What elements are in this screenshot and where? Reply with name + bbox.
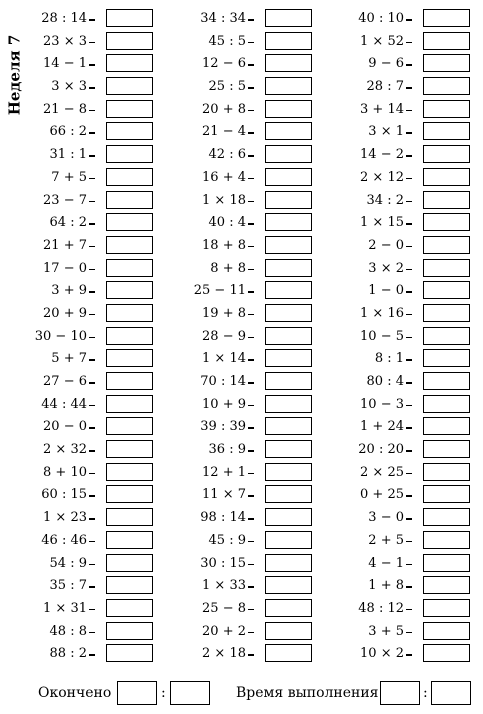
problem-row — [0, 417, 480, 440]
problem-expression: 70 : 14 — [200, 374, 246, 389]
answer-box[interactable] — [423, 54, 470, 72]
problem-row — [0, 9, 480, 32]
problem-row — [0, 531, 480, 554]
answer-box[interactable] — [423, 417, 470, 435]
finished-label: Окончено — [38, 685, 112, 701]
problem-expression: 7 + 5 — [51, 169, 87, 185]
problem-row — [0, 485, 480, 508]
problem-row — [0, 54, 480, 77]
problem-expression: 10 × 2 — [360, 646, 404, 662]
problem-expression: 8 + 10 — [43, 464, 87, 480]
problem-expression: 2 − 0 — [368, 237, 404, 253]
equals-dash — [406, 427, 412, 429]
problem-expression: 3 + 9 — [51, 283, 87, 299]
answer-box[interactable] — [423, 100, 470, 118]
problem-expression: 1 × 15 — [360, 215, 404, 231]
problem-row — [0, 644, 480, 667]
problem-expression: 25 − 11 — [193, 283, 246, 299]
problem-expression: 1 + 24 — [360, 419, 404, 435]
time-label: Время выполнения — [236, 685, 379, 701]
equals-dash — [406, 201, 412, 203]
problem-expression: 20 + 9 — [43, 305, 87, 321]
equals-dash — [406, 110, 412, 112]
equals-dash — [406, 450, 412, 452]
equals-dash — [406, 518, 412, 520]
problem-expression: 3 − 0 — [368, 510, 404, 526]
time-minutes-box[interactable] — [431, 681, 471, 705]
problem-expression: 10 − 3 — [360, 396, 404, 412]
problem-expression: 10 − 5 — [360, 328, 404, 344]
answer-box[interactable] — [423, 372, 470, 390]
problem-expression: 1 × 14 — [202, 351, 246, 367]
equals-dash — [406, 359, 412, 361]
problem-expression: 44 : 44 — [41, 396, 87, 412]
problem-expression: 40 : 4 — [208, 215, 246, 231]
problem-row — [0, 622, 480, 645]
problem-expression: 35 : 7 — [49, 578, 87, 594]
equals-dash — [406, 405, 412, 407]
answer-box[interactable] — [423, 122, 470, 140]
problem-expression: 45 : 5 — [208, 33, 246, 49]
problem-expression: 2 × 12 — [360, 169, 404, 185]
equals-dash — [406, 564, 412, 566]
problem-row — [0, 576, 480, 599]
answer-box[interactable] — [423, 395, 470, 413]
problem-expression: 42 : 6 — [208, 147, 246, 163]
problem-expression: 3 + 5 — [368, 623, 404, 639]
equals-dash — [406, 291, 412, 293]
problem-expression: 23 × 3 — [43, 33, 87, 49]
problem-expression: 12 − 6 — [202, 56, 246, 72]
answer-box[interactable] — [423, 145, 470, 163]
equals-dash — [406, 337, 412, 339]
problem-expression: 36 : 9 — [208, 442, 246, 458]
problem-row — [0, 327, 480, 350]
equals-dash — [406, 473, 412, 475]
answer-box[interactable] — [423, 327, 470, 345]
equals-dash — [406, 155, 412, 157]
answer-box[interactable] — [423, 440, 470, 458]
problem-expression: 48 : 8 — [49, 623, 87, 639]
problem-expression: 1 + 8 — [368, 578, 404, 594]
problem-expression: 1 × 33 — [202, 578, 246, 594]
problem-expression: 48 : 12 — [358, 600, 404, 616]
problem-expression: 80 : 4 — [366, 374, 404, 389]
problem-expression: 1 × 31 — [43, 600, 87, 616]
problem-expression: 14 − 1 — [43, 56, 87, 72]
answer-box[interactable] — [423, 554, 470, 572]
equals-dash — [406, 495, 412, 497]
answer-box[interactable] — [423, 9, 470, 27]
problem-row — [0, 304, 480, 327]
time-hours-box[interactable] — [380, 681, 420, 705]
problem-row — [0, 395, 480, 418]
answer-box[interactable] — [423, 304, 470, 322]
problem-row — [0, 281, 480, 304]
equals-dash — [406, 314, 412, 316]
answer-box[interactable] — [423, 463, 470, 481]
problem-expression: 20 + 8 — [202, 101, 246, 117]
problem-column-3 — [0, 9, 480, 667]
problem-expression: 98 : 14 — [200, 510, 246, 526]
equals-dash — [406, 64, 412, 66]
problem-expression: 34 : 34 — [200, 11, 246, 26]
problem-expression: 19 + 8 — [202, 305, 246, 321]
answer-box[interactable] — [423, 77, 470, 95]
problem-expression: 2 × 18 — [202, 646, 246, 662]
problem-expression: 30 − 10 — [34, 328, 87, 344]
problem-expression: 34 : 2 — [366, 192, 404, 208]
problem-expression: 25 − 8 — [202, 600, 246, 616]
answer-box[interactable] — [423, 281, 470, 299]
answer-box[interactable] — [423, 32, 470, 50]
problem-expression: 16 + 4 — [202, 169, 246, 185]
answer-box[interactable] — [423, 168, 470, 186]
problem-row — [0, 168, 480, 191]
problem-expression: 2 + 5 — [368, 532, 404, 548]
time-colon: : — [423, 685, 428, 701]
equals-dash — [406, 609, 412, 611]
equals-dash — [406, 654, 412, 656]
problem-expression: 40 : 10 — [358, 11, 404, 26]
problem-expression: 30 : 15 — [200, 555, 246, 571]
problem-row — [0, 32, 480, 55]
equals-dash — [406, 19, 412, 21]
problem-expression: 45 : 9 — [208, 532, 246, 548]
problem-expression: 12 + 1 — [202, 464, 246, 480]
problem-expression: 21 − 4 — [202, 124, 246, 140]
problem-expression: 0 + 25 — [360, 487, 404, 503]
equals-dash — [406, 42, 412, 44]
problem-expression: 8 + 8 — [210, 260, 246, 276]
problem-expression: 27 − 6 — [43, 374, 87, 389]
problem-expression: 46 : 46 — [41, 532, 87, 548]
equals-dash — [406, 132, 412, 134]
problem-expression: 1 × 18 — [202, 192, 246, 208]
answer-box[interactable] — [423, 644, 470, 662]
answer-box[interactable] — [423, 508, 470, 526]
equals-dash — [406, 269, 412, 271]
footer — [0, 681, 483, 705]
finished-hours-box[interactable] — [117, 681, 157, 705]
equals-dash — [406, 541, 412, 543]
problem-expression: 3 + 14 — [360, 101, 404, 117]
equals-dash — [406, 382, 412, 384]
answer-box[interactable] — [423, 236, 470, 254]
problem-row — [0, 554, 480, 577]
problem-expression: 25 : 5 — [208, 79, 246, 95]
problem-row — [0, 349, 480, 372]
answer-box[interactable] — [423, 599, 470, 617]
equals-dash — [406, 87, 412, 89]
problem-expression: 21 + 7 — [43, 237, 87, 253]
problem-expression: 4 − 1 — [368, 555, 404, 571]
problem-expression: 28 − 9 — [202, 328, 246, 344]
equals-dash — [406, 246, 412, 248]
problem-expression: 39 : 39 — [200, 419, 246, 435]
problem-expression: 1 × 23 — [43, 510, 87, 526]
problem-expression: 2 × 32 — [43, 442, 87, 458]
problem-row — [0, 213, 480, 236]
problem-expression: 17 − 0 — [43, 260, 87, 276]
problem-expression: 66 : 2 — [49, 124, 87, 140]
problem-expression: 5 + 7 — [51, 351, 87, 367]
problem-row — [0, 145, 480, 168]
equals-dash — [406, 632, 412, 634]
problem-expression: 3 × 3 — [51, 79, 87, 95]
problem-row — [0, 191, 480, 214]
answer-box[interactable] — [423, 191, 470, 209]
answer-box[interactable] — [423, 576, 470, 594]
problem-expression: 60 : 15 — [41, 487, 87, 503]
answer-box[interactable] — [423, 213, 470, 231]
problem-expression: 21 − 8 — [43, 101, 87, 117]
answer-box[interactable] — [423, 485, 470, 503]
problem-row — [0, 77, 480, 100]
problem-expression: 23 − 7 — [43, 192, 87, 208]
problem-row — [0, 440, 480, 463]
equals-dash — [406, 586, 412, 588]
problem-row — [0, 463, 480, 486]
equals-dash — [406, 178, 412, 180]
problem-row — [0, 259, 480, 282]
problem-row — [0, 372, 480, 395]
problem-expression: 1 − 0 — [368, 283, 404, 299]
problem-expression: 8 : 1 — [374, 351, 404, 367]
problem-expression: 14 − 2 — [360, 147, 404, 163]
problem-expression: 64 : 2 — [49, 215, 87, 231]
problem-expression: 3 × 2 — [368, 260, 404, 276]
finished-colon: : — [161, 685, 166, 701]
problem-expression: 31 : 1 — [49, 147, 87, 163]
problem-expression: 28 : 14 — [41, 11, 87, 26]
equals-dash — [406, 223, 412, 225]
problem-expression: 10 + 9 — [202, 396, 246, 412]
problem-expression: 11 × 7 — [202, 487, 246, 503]
answer-box[interactable] — [423, 259, 470, 277]
problem-expression: 18 + 8 — [202, 237, 246, 253]
problem-row — [0, 122, 480, 145]
problem-expression: 9 − 6 — [368, 56, 404, 72]
problem-expression: 2 × 25 — [360, 464, 404, 480]
problem-expression: 1 × 52 — [360, 33, 404, 49]
problem-row — [0, 100, 480, 123]
problem-row — [0, 236, 480, 259]
finished-minutes-box[interactable] — [170, 681, 210, 705]
problem-expression: 20 − 0 — [43, 419, 87, 435]
problem-row — [0, 508, 480, 531]
problem-expression: 1 × 16 — [360, 305, 404, 321]
answer-box[interactable] — [423, 622, 470, 640]
problem-expression: 54 : 9 — [49, 555, 87, 571]
problem-expression: 88 : 2 — [49, 646, 87, 662]
answer-box[interactable] — [423, 531, 470, 549]
problem-expression: 3 × 1 — [368, 124, 404, 140]
week-label-text: Неделя 7 — [5, 34, 24, 116]
answer-box[interactable] — [423, 349, 470, 367]
problem-expression: 20 + 2 — [202, 623, 246, 639]
problem-expression: 20 : 20 — [358, 442, 404, 458]
problem-row — [0, 599, 480, 622]
problem-expression: 28 : 7 — [366, 79, 404, 95]
